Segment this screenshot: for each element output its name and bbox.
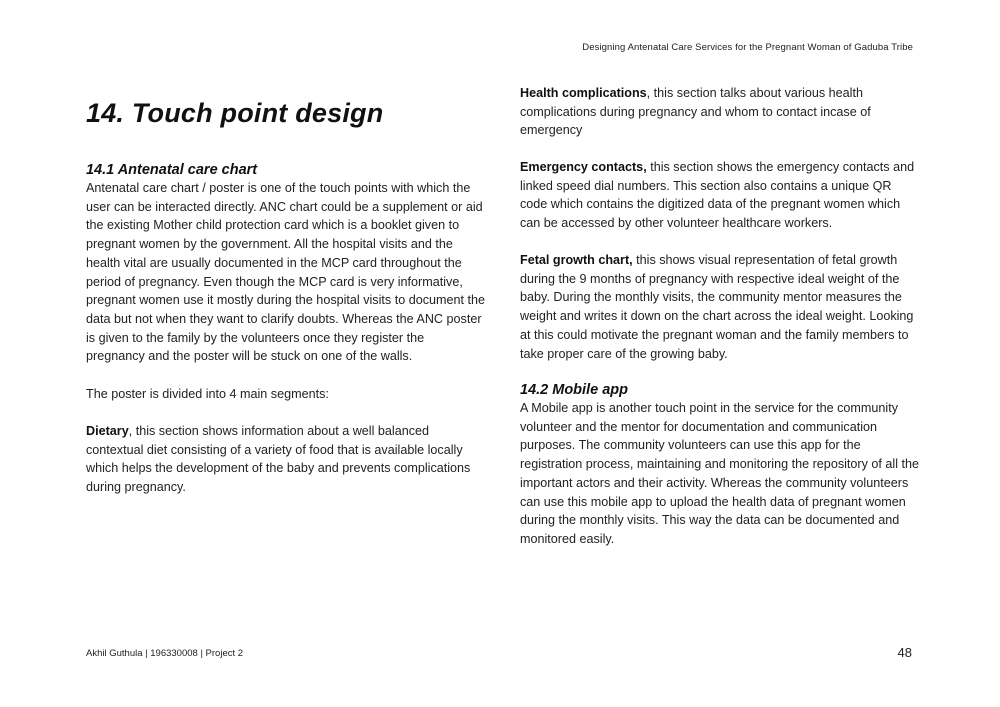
footer-author-info: Akhil Guthula | 196330008 | Project 2 <box>86 648 244 659</box>
section-heading: 14.1 Antenatal care chart <box>86 162 258 178</box>
page-title: 14. Touch point design <box>86 98 384 128</box>
health-complications-text: , this section talks about various health complications during pregnancy and whom to contact incase of emergency <box>520 86 871 138</box>
segments-intro-block <box>86 385 486 404</box>
dietary-paragraph <box>86 422 486 497</box>
section-paragraph: Antenatal care chart / poster is one of the touch points with which the user can be interacted directly. ANC chart could be a supplement or aid the existing Mother child protection card which is a booklet given to pregnant women by the government. All the hospital visits and the health vital are usually documented in the MCP card throughout the period of pregnancy. Even though the MCP card is very informative, pregnant women use it mostly during the hospital visits to document the data but not when they want to clarify doubts. Whereas the ANC poster is given to the family by the volunteers once they register the pregnancy and the poster will be stuck on one of the walls. <box>86 181 486 364</box>
fetal-growth-chart-paragraph <box>520 251 920 363</box>
section-mobile-app <box>520 381 920 549</box>
health-complications-block <box>520 84 920 140</box>
dietary-block <box>86 422 486 497</box>
emergency-contacts-text: this section shows the emergency contacts and linked speed dial numbers. This section also contains a unique QR code which contains the digitized data of the pregnant women which can be accessed by other volunteer healthcare workers. <box>520 160 915 231</box>
emergency-contacts-paragraph <box>520 158 920 233</box>
health-complications-paragraph <box>520 84 920 140</box>
fetal-growth-chart-block <box>520 251 920 363</box>
emergency-contacts-term: Emergency contacts, <box>520 160 647 174</box>
segments-intro: The poster is divided into 4 main segments: <box>86 387 329 401</box>
dietary-term: Dietary <box>86 424 129 438</box>
page-number: 48 <box>897 645 912 660</box>
health-complications-term: Health complications <box>520 86 647 100</box>
fetal-growth-chart-term: Fetal growth chart, <box>520 253 633 267</box>
section-heading: 14.2 Mobile app <box>520 382 628 398</box>
fetal-growth-chart-text: this shows visual representation of fetal growth during the 9 months of pregnancy with respective ideal weight of the baby. During the monthly visits, the community mentor measures the weight and writes it down on the chart across the ideal weight. Looking at this could motivate the pregnant woman and the family members to take proper care of the growing baby. <box>520 253 914 361</box>
running-header: Designing Antenatal Care Services for the Pregnant Woman of Gaduba Tribe <box>582 42 913 53</box>
section-paragraph: A Mobile app is another touch point in the service for the community volunteer and the mentor for documentation and communication purposes. The community volunteers can use this app for the registration process, maintaining and monitoring the repository of all the important actors and their activity. Whereas the community volunteers can use this mobile app to upload the health data of pregnant women during the monthly visits. This way the data can be documented and monitored easily. <box>520 401 920 546</box>
section-antenatal-care-chart <box>86 161 486 366</box>
emergency-contacts-block <box>520 158 920 233</box>
dietary-text: , this section shows information about a well balanced contextual diet consisting of a variety of food that is available locally which helps the development of the baby and prevents complications during pregnancy. <box>86 424 471 495</box>
